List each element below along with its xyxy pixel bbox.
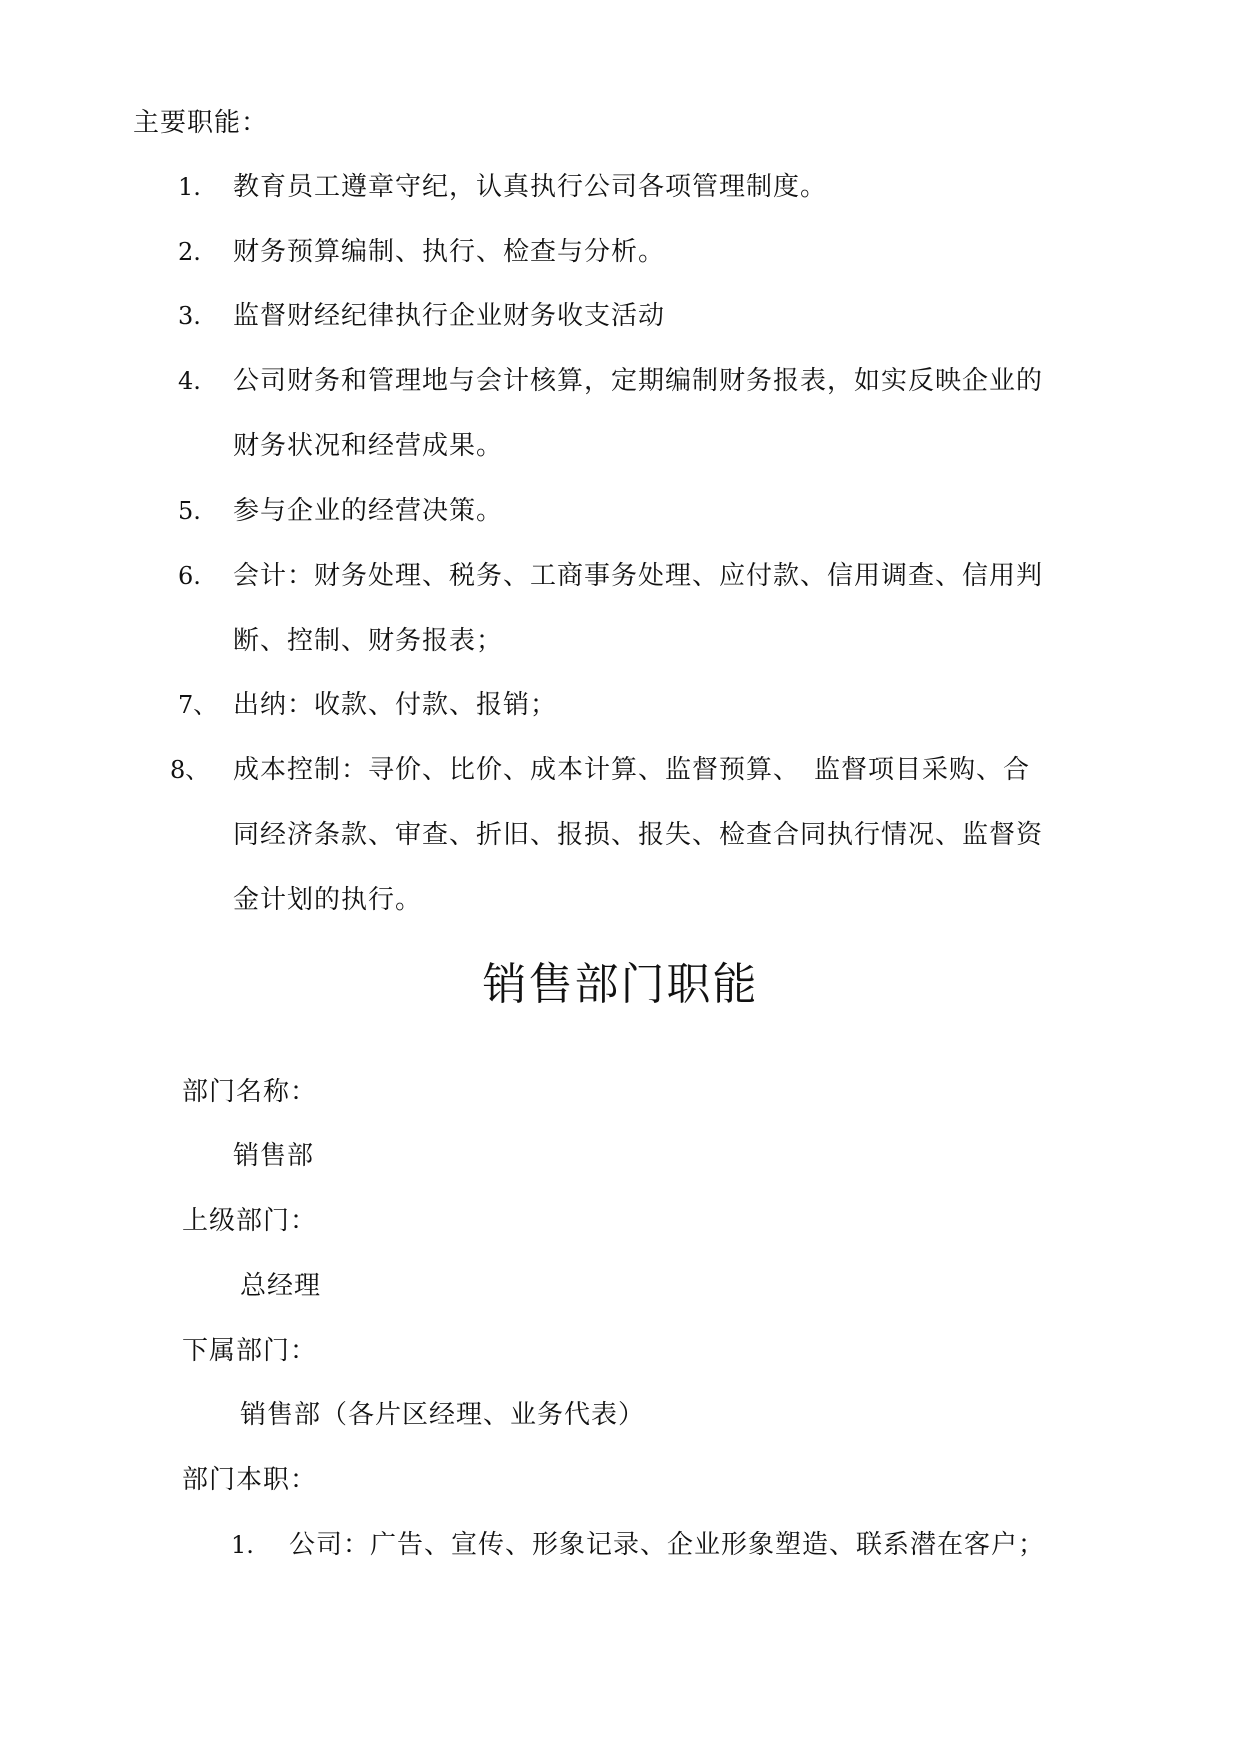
list-item-text: 财务状况和经营成果。: [233, 431, 504, 461]
list-item-text: 同经济条款、审查、折旧、报损、报失、检查合同执行情况、监督资: [233, 820, 1044, 850]
list-item-text: 监督财经纪律执行企业财务收支活动: [233, 301, 666, 331]
dept-duty-label: 部门本职：: [182, 1465, 318, 1495]
list-item-text: 成本控制：寻价、比价、成本计算、监督预算、 监督项目采购、合: [233, 755, 1031, 785]
section-heading: 销售部门职能: [482, 959, 759, 1010]
parent-dept-value: 总经理: [240, 1271, 322, 1301]
list-item-text: 公司财务和管理地与会计核算，定期编制财务报表，如实反映企业的: [233, 366, 1044, 396]
list-item-text: 金计划的执行。: [233, 885, 423, 915]
list-number: 6.: [178, 562, 201, 590]
list-item-text: 参与企业的经营决策。: [233, 496, 504, 526]
list-item-text: 公司：广告、宣传、形象记录、企业形象塑造、联系潜在客户；: [289, 1530, 1046, 1560]
list-number: 4.: [178, 367, 201, 395]
sub-dept-label: 下属部门：: [182, 1336, 318, 1366]
list-number: 1.: [178, 173, 201, 201]
list-number: 2.: [178, 238, 201, 266]
list-item-text: 教育员工遵章守纪，认真执行公司各项管理制度。: [233, 172, 828, 202]
functions-label: 主要职能：: [133, 108, 269, 138]
parent-dept-label: 上级部门：: [182, 1206, 318, 1236]
list-item-text: 断、控制、财务报表；: [233, 626, 504, 656]
dept-name-value: 销售部: [233, 1141, 315, 1171]
list-item-text: 会计：财务处理、税务、工商事务处理、应付款、信用调查、信用判: [233, 561, 1044, 591]
list-number: 3.: [178, 302, 201, 330]
list-item-text: 出纳：收款、付款、报销；: [233, 690, 558, 720]
sub-dept-value: 销售部（各片区经理、业务代表）: [240, 1400, 646, 1430]
list-item-text: 财务预算编制、执行、检查与分析。: [233, 237, 666, 267]
list-number: 1.: [231, 1531, 254, 1559]
list-number: 5.: [178, 497, 201, 525]
list-number: 8、: [170, 756, 210, 784]
dept-name-label: 部门名称：: [182, 1077, 318, 1107]
list-number: 7、: [178, 691, 218, 719]
